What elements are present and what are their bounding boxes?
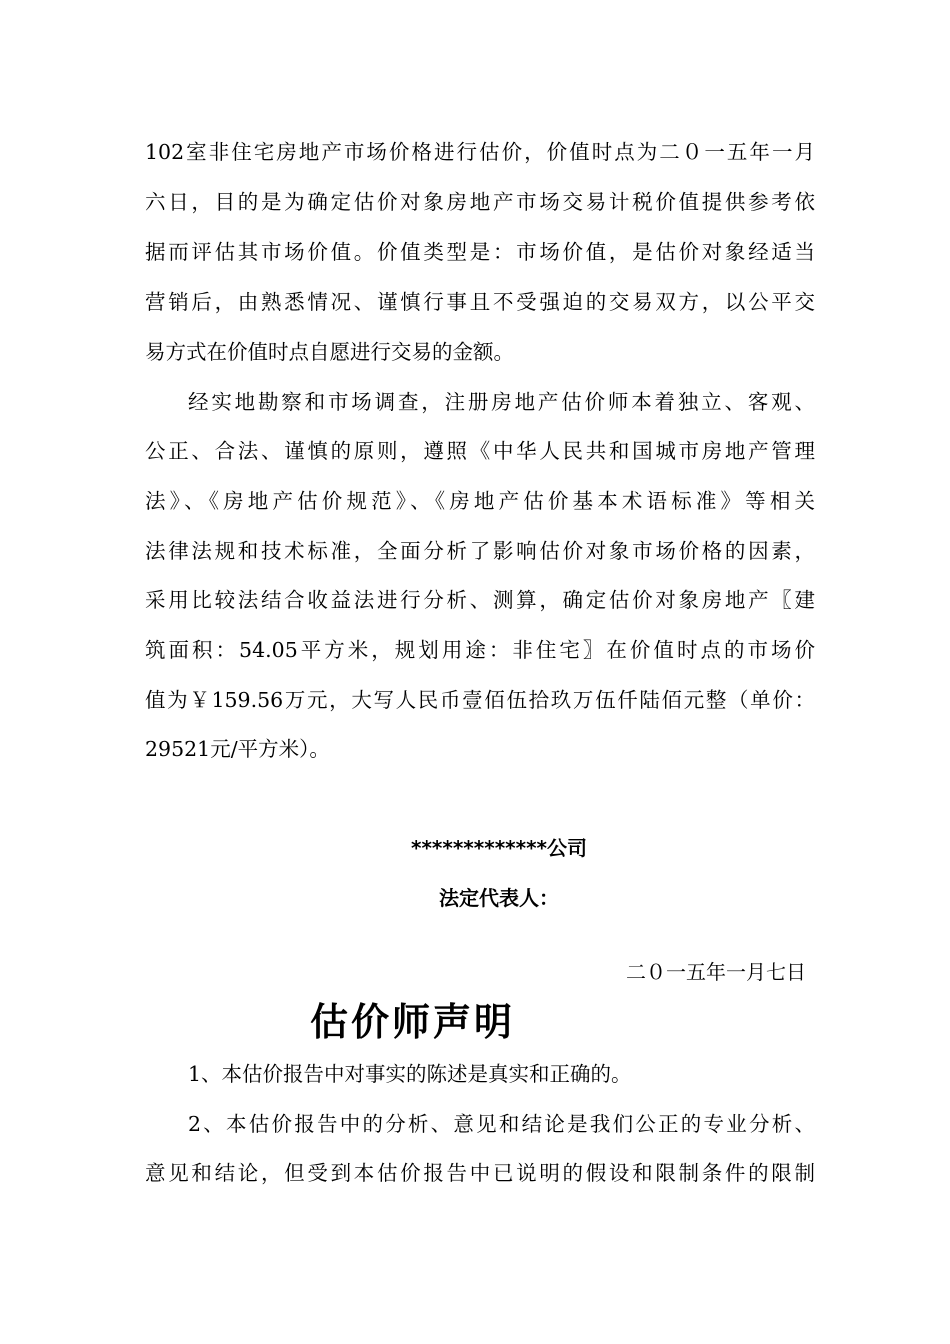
paragraph1-line: 六日，目的是为确定估价对象房地产市场交易计税价值提供参考依 [145,190,815,214]
declaration-item-2-line: 意见和结论，但受到本估价报告中已说明的假设和限制条件的限制 [145,1161,815,1185]
paragraph1-line: 据而评估其市场价值。价值类型是：市场价值，是估价对象经适当 [145,240,815,264]
paragraph2-line: 采用比较法结合收益法进行分析、测算，确定估价对象房地产〖建 [145,588,815,612]
legal-representative-label: 法定代表人： [439,886,559,910]
declaration-item-1: 1、本估价报告中对事实的陈述是真实和正确的。 [188,1062,632,1086]
paragraph1-line: 易方式在价值时点自愿进行交易的金额。 [145,340,514,364]
paragraph1-line: 营销后，由熟悉情况、谨慎行事且不受强迫的交易双方，以公平交 [145,290,815,314]
report-date: 二０一五年一月七日 [626,960,806,984]
paragraph2-line: 经实地勘察和市场调查，注册房地产估价师本着独立、客观、 [188,390,815,414]
paragraph2-line: 法》、《房地产估价规范》、《房地产估价基本术语标准》等相关 [145,489,815,513]
paragraph2-line: 筑面积：54.05平方米，规划用途：非住宅〗在价值时点的市场价 [145,638,815,662]
declaration-title: 估价师声明 [310,1000,516,1044]
paragraph2-line: 29521元/平方米）。 [145,737,330,761]
declaration-item-2-line: 2、本估价报告中的分析、意见和结论是我们公正的专业分析、 [188,1112,815,1136]
company-name: *************公司 [411,836,587,860]
paragraph2-line: 公正、合法、谨慎的原则，遵照《中华人民共和国城市房地产管理 [145,439,815,463]
paragraph2-line: 值为￥159.56万元，大写人民币壹佰伍拾玖万伍仟陆佰元整（单价： [145,688,815,712]
paragraph1-line: 102室非住宅房地产市场价格进行估价，价值时点为二０一五年一月 [145,140,815,164]
paragraph2-line: 法律法规和技术标准，全面分析了影响估价对象市场价格的因素， [145,539,815,563]
